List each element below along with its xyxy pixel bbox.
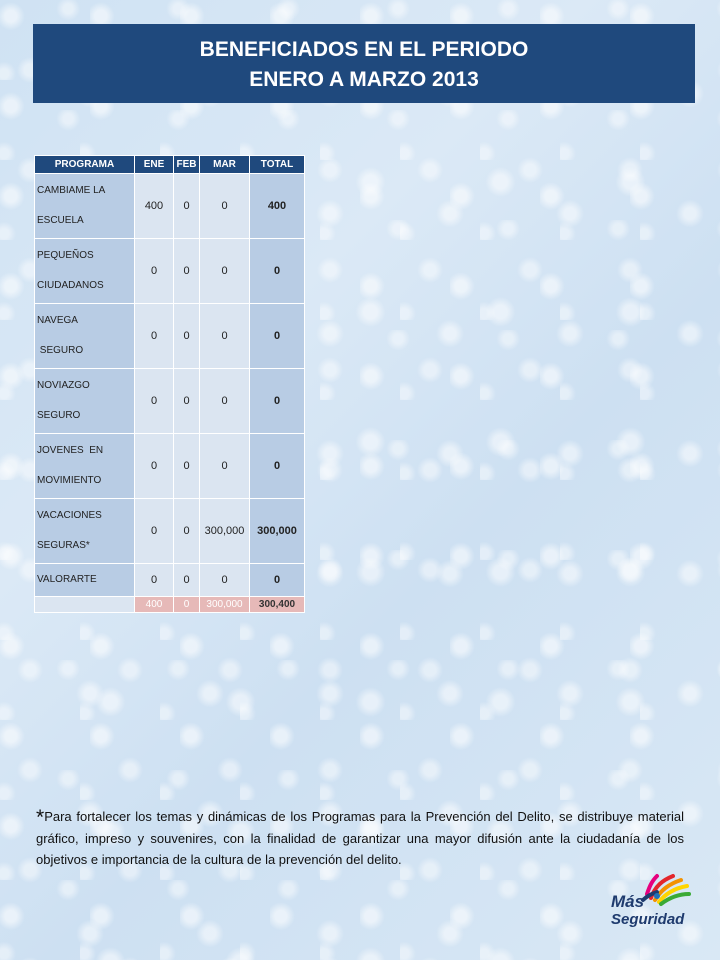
total-cell: 0 (250, 434, 305, 499)
table-row (35, 369, 305, 434)
table-row (35, 434, 305, 499)
total-cell: 300,000 (250, 499, 305, 564)
logo-word-seguridad: Seguridad (611, 911, 685, 928)
col-header-mar: MAR (200, 156, 250, 174)
col-header-programa: PROGRAMA (35, 156, 135, 174)
mar-cell: 300,000 (200, 499, 250, 564)
col-header-total: TOTAL (250, 156, 305, 174)
ene-cell: 0 (135, 499, 174, 564)
programa-cell: NAVEGA SEGURO (35, 304, 135, 369)
title-line-2: ENERO A MARZO 2013 (249, 67, 479, 91)
feb-cell: 0 (174, 499, 200, 564)
ene-cell: 400 (135, 174, 174, 239)
table-row (35, 499, 305, 564)
logo-word-mas: Más (611, 892, 645, 911)
table-row (35, 174, 305, 239)
title-line-1: BENEFICIADOS EN EL PERIODO (199, 37, 529, 61)
total-ene-cell: 400 (135, 597, 174, 613)
mar-cell: 0 (200, 369, 250, 434)
total-cell: 0 (250, 304, 305, 369)
programa-cell: VALORARTE (35, 564, 135, 597)
mar-cell: 0 (200, 239, 250, 304)
ene-cell: 0 (135, 564, 174, 597)
page-title (33, 24, 695, 103)
total-cell: 400 (250, 174, 305, 239)
feb-cell: 0 (174, 174, 200, 239)
feb-cell: 0 (174, 564, 200, 597)
mar-cell: 0 (200, 434, 250, 499)
beneficiaries-table (34, 155, 305, 613)
programa-cell: VACACIONES SEGURAS* (35, 499, 135, 564)
total-cell: 0 (250, 564, 305, 597)
feb-cell: 0 (174, 304, 200, 369)
programa-cell: JOVENES EN MOVIMIENTO (35, 434, 135, 499)
feb-cell: 0 (174, 239, 200, 304)
footnote (36, 806, 684, 870)
total-feb-cell: 0 (174, 597, 200, 613)
ene-cell: 0 (135, 239, 174, 304)
table-row (35, 304, 305, 369)
totals-label-cell (35, 597, 135, 613)
feb-cell: 0 (174, 369, 200, 434)
mar-cell: 0 (200, 564, 250, 597)
programa-cell: PEQUEÑOS CIUDADANOS (35, 239, 135, 304)
footnote-text: Para fortalecer los temas y dinámicas de los Programas para la Prevención del Delito, se distribuye material gráfico, impreso y souvenires, con la finalidad de garantizar una mayor difusión ante la ciudadanía de los objetivos e importancia de la cultura de la prevención del delito. (36, 809, 684, 867)
mas-seguridad-logo (605, 870, 695, 930)
colorful-bird-icon (637, 870, 693, 910)
ene-cell: 0 (135, 304, 174, 369)
mar-cell: 0 (200, 304, 250, 369)
mar-cell: 0 (200, 174, 250, 239)
total-cell: 0 (250, 239, 305, 304)
programa-cell: NOVIAZGO SEGURO (35, 369, 135, 434)
table-header-row (35, 156, 305, 174)
ene-cell: 0 (135, 369, 174, 434)
total-mar-cell: 300,000 (200, 597, 250, 613)
total-cell: 0 (250, 369, 305, 434)
feb-cell: 0 (174, 434, 200, 499)
grand-total-cell: 300,400 (250, 597, 305, 613)
ene-cell: 0 (135, 434, 174, 499)
programa-cell: CAMBIAME LA ESCUELA (35, 174, 135, 239)
footnote-asterisk: * (36, 806, 45, 829)
col-header-ene: ENE (135, 156, 174, 174)
col-header-feb: FEB (174, 156, 200, 174)
table-row (35, 564, 305, 597)
table-row (35, 239, 305, 304)
totals-row (35, 597, 305, 613)
